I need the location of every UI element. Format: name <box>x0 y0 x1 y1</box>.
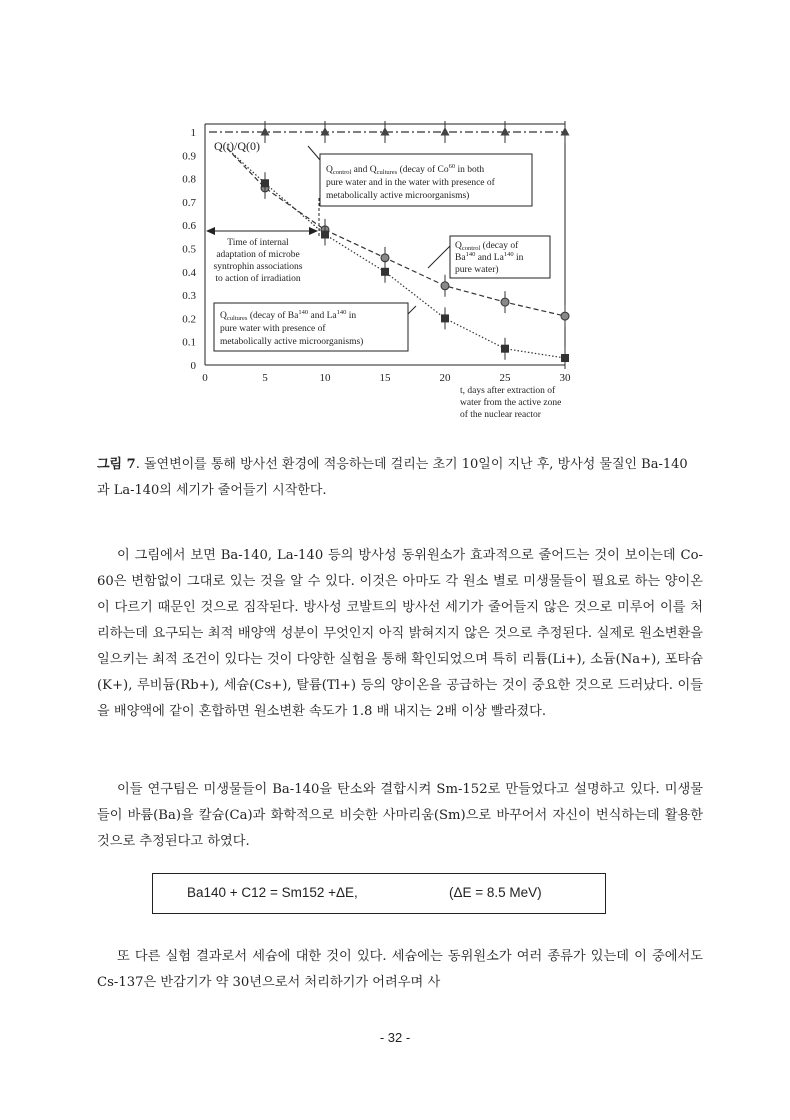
body-paragraph: 또 다른 실험 결과로서 세슘에 대한 것이 있다. 세슘에는 동위원소가 여러 종류가 있는데 이 중에서도 Cs-137은 반감기가 약 30년으로서 처리하기가 어려우며 사 <box>97 949 703 990</box>
svg-text:Qcontrol and Qcultures (decay: $Q_{control}$ and $Q_{cultures}$ (decay of Co$^{60}$ in both <box>326 163 485 176</box>
x-tick-labels <box>202 372 571 384</box>
svg-text:Time of internal: Time of internal <box>227 238 289 248</box>
y-tick-label: 0.9 <box>182 150 196 163</box>
y-tick-label: 0.2 <box>182 313 196 326</box>
svg-text:Qcultures (decay of Ba140 and: $Q_{cultures}$ (decay of Ba$^{140}$ and La$^{140}$ in <box>220 309 357 322</box>
y-tick-label: 0.1 <box>182 336 196 349</box>
figure-caption-label: 그림 7 <box>97 457 136 472</box>
equation-energy: (ΔE = 8.5 MeV) <box>449 885 542 900</box>
annotation-adaptation <box>214 237 303 284</box>
equation-box <box>152 873 606 914</box>
x-tick-label: 25 <box>499 372 511 384</box>
data-point-circle <box>381 254 389 262</box>
figure-caption-text: . 돌연변이를 통해 방사선 환경에 적응하는데 걸리는 초기 10일이 지난 후, 방사성 물질인 Ba-140과 La-140의 세기가 줄어들기 시작한다. <box>97 457 688 498</box>
y-tick-label: 0.3 <box>182 290 196 303</box>
svg-text:Qcontrol (decay of: $Q_{control}$ (decay of <box>455 241 519 252</box>
adaptation-arrowhead-right <box>309 227 318 235</box>
x-tick-label: 0 <box>202 372 208 384</box>
y-tick-label: 0.8 <box>182 173 196 186</box>
data-point-square <box>441 314 449 322</box>
equation-formula: Ba140 + C12 = Sm152 +ΔE, <box>187 885 358 900</box>
y-tick-labels <box>182 127 196 372</box>
x-tick-label: 30 <box>559 372 571 384</box>
data-point-square <box>381 268 389 276</box>
body-paragraph: 이들 연구팀은 미생물들이 Ba-140을 탄소와 결합시켜 Sm-152로 만들었다고 설명하고 있다. 미생물들이 바륨(Ba)을 칼슘(Ca)과 화학적으로 비슷한 사마리움(Sm)으로 바꾸어서 자신이 번식하는데 활용한 것으로 추정된다고 하였다. <box>97 782 703 849</box>
x-tick-label: 5 <box>262 372 268 384</box>
svg-text:to action of irradiation: to action of irradiation <box>215 274 301 284</box>
data-point-circle <box>501 298 509 306</box>
annotation-control-leader <box>428 246 450 268</box>
annotation-cobalt-leader <box>308 146 320 160</box>
y-axis-label: Q(t)/Q(0) <box>214 139 260 153</box>
x-tick-label: 15 <box>379 372 391 384</box>
annotation-cultures <box>214 303 408 351</box>
annotation-cultures-leader <box>408 306 416 314</box>
decay-chart <box>170 118 600 438</box>
annotation-cobalt <box>320 154 532 206</box>
y-tick-label: 0 <box>190 360 196 372</box>
data-point-triangle <box>321 127 330 136</box>
x-tick-label: 10 <box>319 372 331 384</box>
data-point-triangle <box>381 127 390 136</box>
y-tick-label: 0.7 <box>182 196 196 209</box>
data-point-circle <box>561 312 569 320</box>
svg-text:t, days after extraction of: t, days after extraction of <box>460 386 556 396</box>
x-tick-label: 20 <box>439 372 451 384</box>
data-point-square <box>561 354 569 362</box>
svg-text:water from the active zone: water from the active zone <box>460 398 562 408</box>
annotation-control <box>450 236 550 278</box>
svg-text:syntrophin associations: syntrophin associations <box>213 262 303 272</box>
body-paragraph: 이 그림에서 보면 Ba-140, La-140 등의 방사성 동위원소가 효과적으로 줄어드는 것이 보이는데 Co-60은 변함없이 그대로 있는 것을 알 수 있다. 이것은 아마도 각 원소 별로 미생물들이 필요로 하는 양이온이 다르기 때문인 것으로 짐작된다. 방사성 코발트의 방사선 세기가 줄어들지 않은 것으로 미루어 이를 처리하는데 요구되는 최적 배양액 성분이 무엇인지 아직 밝혀지지 않은 것으로 추정된다. 실제로 원소변환을 일으키는 최적 조건이 있다는 것이 다양한 실험을 통해 확인되었으며 특히 리튬(Li+), 소듐(Na+), 포타슘(K+), 루비듐(Rb+), 세슘(Cs+), 탈륨(Tl+) 등의 양이온을 공급하는 것이 중요한 것으로 드러났다. 이들을 배양액에 같이 혼합하면 원소변환 속도가 1.8 배 내지는 2배 이상 빨라졌다. <box>97 548 703 719</box>
y-tick-label: 1 <box>190 127 196 139</box>
y-tick-label: 0.5 <box>182 243 196 256</box>
svg-text:pure water with presence of: pure water with presence of <box>220 324 326 334</box>
data-point-square <box>501 345 509 353</box>
y-tick-label: 0.6 <box>182 220 196 233</box>
svg-text:metabolically active microorga: metabolically active microorganisms) <box>326 191 470 201</box>
data-point-triangle <box>441 127 450 136</box>
y-tick-label: 0.4 <box>182 266 196 279</box>
svg-text:pure water): pure water) <box>455 265 499 275</box>
data-point-triangle <box>261 127 270 136</box>
adaptation-arrowhead-left <box>206 227 215 235</box>
data-point-square <box>321 231 329 239</box>
page-number: - 32 - <box>379 1030 411 1045</box>
svg-text:Ba140 and La140 in: Ba$^{140}$ and La$^{140}$ in <box>455 251 524 263</box>
data-point-triangle <box>501 127 510 136</box>
data-point-square <box>261 179 269 187</box>
svg-text:of the nuclear reactor: of the nuclear reactor <box>460 410 541 420</box>
svg-text:metabolically active microorga: metabolically active microorganisms) <box>220 337 364 347</box>
figure-caption <box>97 452 697 504</box>
x-axis-label <box>460 385 561 420</box>
svg-text:pure water and in the water wi: pure water and in the water with presence of <box>326 178 495 188</box>
svg-text:adaptation of microbe: adaptation of microbe <box>216 250 300 260</box>
data-point-triangle <box>561 127 570 136</box>
data-point-circle <box>441 282 449 290</box>
